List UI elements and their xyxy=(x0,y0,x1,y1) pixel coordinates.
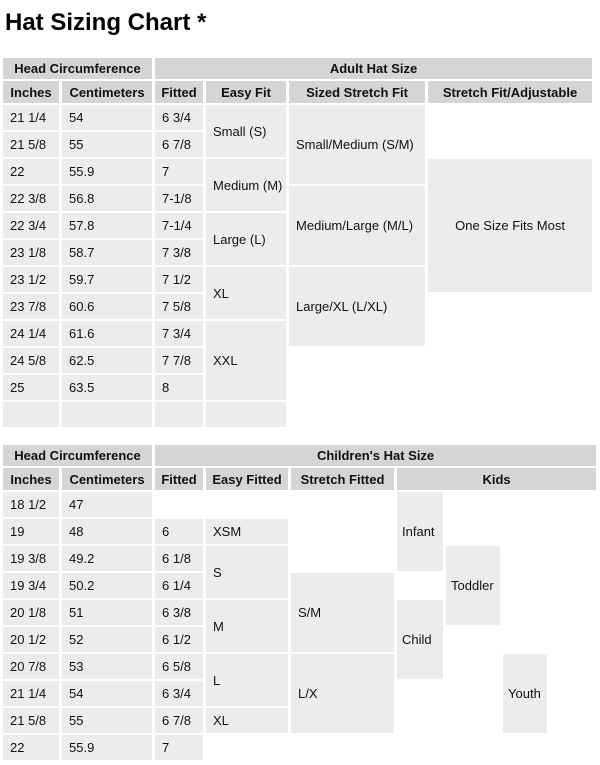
cell-fitted: 6 7/8 xyxy=(155,132,203,157)
cell-easy-fit: XL xyxy=(206,267,286,319)
cell-fitted: 6 3/4 xyxy=(155,105,203,130)
header-stretch-fitted: Stretch Fitted xyxy=(291,468,394,490)
header-easy-fit: Easy Fit xyxy=(206,81,286,103)
cell-fitted: 6 xyxy=(155,519,203,544)
cell-centimeters: 54 xyxy=(62,681,152,706)
cell-empty xyxy=(206,735,288,760)
cell-fitted xyxy=(155,402,203,427)
cell-fitted: 7-1/4 xyxy=(155,213,203,238)
cell-centimeters: 52 xyxy=(62,627,152,652)
cell-fitted: 7 7/8 xyxy=(155,348,203,373)
cell-empty xyxy=(397,681,443,760)
cell-easy-fit: Small (S) xyxy=(206,105,286,157)
cell-fitted: 6 5/8 xyxy=(155,654,203,679)
cell-centimeters: 55 xyxy=(62,708,152,733)
cell-empty xyxy=(206,492,288,517)
cell-centimeters: 60.6 xyxy=(62,294,152,319)
cell-fitted: 7 3/4 xyxy=(155,321,203,346)
cell-stretch-fit-adjustable: One Size Fits Most xyxy=(428,159,592,292)
cell-centimeters: 59.7 xyxy=(62,267,152,292)
cell-kids-infant: Infant xyxy=(397,492,443,571)
cell-centimeters xyxy=(62,402,152,427)
header-fitted: Fitted xyxy=(155,81,203,103)
cell-centimeters: 48 xyxy=(62,519,152,544)
cell-inches: 20 7/8 xyxy=(3,654,59,679)
cell-centimeters: 53 xyxy=(62,654,152,679)
cell-inches xyxy=(3,402,59,427)
cell-centimeters: 51 xyxy=(62,600,152,625)
cell-centimeters: 56.8 xyxy=(62,186,152,211)
cell-inches: 18 1/2 xyxy=(3,492,59,517)
cell-inches: 24 5/8 xyxy=(3,348,59,373)
cell-fitted: 7 xyxy=(155,159,203,184)
cell-centimeters: 49.2 xyxy=(62,546,152,571)
cell-stretch-fitted: S/M xyxy=(291,573,394,652)
cell-empty xyxy=(155,492,203,517)
cell-easy-fitted: M xyxy=(206,600,288,652)
header-head-circumference: Head Circumference xyxy=(3,445,152,466)
page-title: Hat Sizing Chart * xyxy=(5,9,207,36)
header-inches: Inches xyxy=(3,81,59,103)
cell-sized-stretch-fit: Large/XL (L/XL) xyxy=(289,267,425,346)
cell-empty xyxy=(428,105,592,157)
cell-inches: 23 7/8 xyxy=(3,294,59,319)
cell-centimeters: 50.2 xyxy=(62,573,152,598)
header-stretch-fit-adjustable: Stretch Fit/Adjustable xyxy=(428,81,592,103)
cell-inches: 22 xyxy=(3,159,59,184)
cell-kids-toddler: Toddler xyxy=(446,546,500,625)
cell-fitted: 7 xyxy=(155,735,203,760)
cell-inches: 23 1/2 xyxy=(3,267,59,292)
cell-fitted: 7 3/8 xyxy=(155,240,203,265)
table-row xyxy=(3,735,596,760)
cell-easy-fit: XXL xyxy=(206,321,286,400)
header-fitted: Fitted xyxy=(155,468,203,490)
children-hat-size-table xyxy=(0,443,599,762)
cell-fitted: 7-1/8 xyxy=(155,186,203,211)
cell-inches: 24 1/4 xyxy=(3,321,59,346)
cell-fitted: 7 1/2 xyxy=(155,267,203,292)
cell-fitted: 6 3/8 xyxy=(155,600,203,625)
cell-inches: 21 1/4 xyxy=(3,105,59,130)
cell-easy-fitted: S xyxy=(206,546,288,598)
cell-empty xyxy=(550,492,596,652)
header-childrens-hat-size: Children's Hat Size xyxy=(155,445,596,466)
cell-centimeters: 63.5 xyxy=(62,375,152,400)
cell-inches: 21 1/4 xyxy=(3,681,59,706)
cell-fitted: 7 5/8 xyxy=(155,294,203,319)
cell-empty xyxy=(428,294,592,427)
cell-inches: 19 xyxy=(3,519,59,544)
cell-inches: 21 5/8 xyxy=(3,708,59,733)
cell-centimeters: 61.6 xyxy=(62,321,152,346)
cell-centimeters: 57.8 xyxy=(62,213,152,238)
cell-kids-youth: Youth xyxy=(503,654,547,733)
cell-easy-fitted: XL xyxy=(206,708,288,733)
cell-empty xyxy=(503,492,547,598)
cell-easy-fitted: L xyxy=(206,654,288,706)
cell-kids-child: Child xyxy=(397,600,443,679)
cell-inches: 21 5/8 xyxy=(3,132,59,157)
cell-easy-fit: Medium (M) xyxy=(206,159,286,211)
header-adult-hat-size: Adult Hat Size xyxy=(155,58,592,79)
cell-centimeters: 55.9 xyxy=(62,735,152,760)
cell-centimeters: 54 xyxy=(62,105,152,130)
cell-easy-fit: Large (L) xyxy=(206,213,286,265)
cell-centimeters: 55.9 xyxy=(62,159,152,184)
cell-centimeters: 55 xyxy=(62,132,152,157)
cell-inches: 25 xyxy=(3,375,59,400)
cell-centimeters: 62.5 xyxy=(62,348,152,373)
table-row xyxy=(3,492,596,517)
cell-inches: 22 xyxy=(3,735,59,760)
cell-inches: 19 3/4 xyxy=(3,573,59,598)
cell-easy-fitted: XSM xyxy=(206,519,288,544)
cell-stretch-fitted: L/X xyxy=(291,654,394,733)
cell-inches: 22 3/8 xyxy=(3,186,59,211)
table-row xyxy=(3,105,592,130)
header-inches: Inches xyxy=(3,468,59,490)
cell-centimeters: 47 xyxy=(62,492,152,517)
cell-empty xyxy=(289,348,425,427)
table-row xyxy=(3,654,596,679)
cell-inches: 20 1/2 xyxy=(3,627,59,652)
header-kids: Kids xyxy=(397,468,596,490)
cell-fitted: 6 1/8 xyxy=(155,546,203,571)
cell-inches: 22 3/4 xyxy=(3,213,59,238)
cell-inches: 23 1/8 xyxy=(3,240,59,265)
cell-inches: 20 1/8 xyxy=(3,600,59,625)
cell-empty xyxy=(291,735,394,760)
cell-sized-stretch-fit: Small/Medium (S/M) xyxy=(289,105,425,184)
header-head-circumference: Head Circumference xyxy=(3,58,152,79)
cell-fitted: 6 3/4 xyxy=(155,681,203,706)
header-sized-stretch-fit: Sized Stretch Fit xyxy=(289,81,425,103)
cell-fitted: 6 1/2 xyxy=(155,627,203,652)
cell-fitted: 6 1/4 xyxy=(155,573,203,598)
cell-empty xyxy=(503,735,547,760)
cell-empty xyxy=(446,627,500,760)
header-centimeters: Centimeters xyxy=(62,468,152,490)
adult-hat-size-table xyxy=(0,56,595,429)
header-centimeters: Centimeters xyxy=(62,81,152,103)
cell-fitted: 6 7/8 xyxy=(155,708,203,733)
cell-empty xyxy=(291,492,394,571)
header-easy-fitted: Easy Fitted xyxy=(206,468,288,490)
cell-empty xyxy=(446,492,500,544)
cell-easy-fit xyxy=(206,402,286,427)
cell-inches: 19 3/8 xyxy=(3,546,59,571)
cell-centimeters: 58.7 xyxy=(62,240,152,265)
cell-sized-stretch-fit: Medium/Large (M/L) xyxy=(289,186,425,265)
cell-fitted: 8 xyxy=(155,375,203,400)
